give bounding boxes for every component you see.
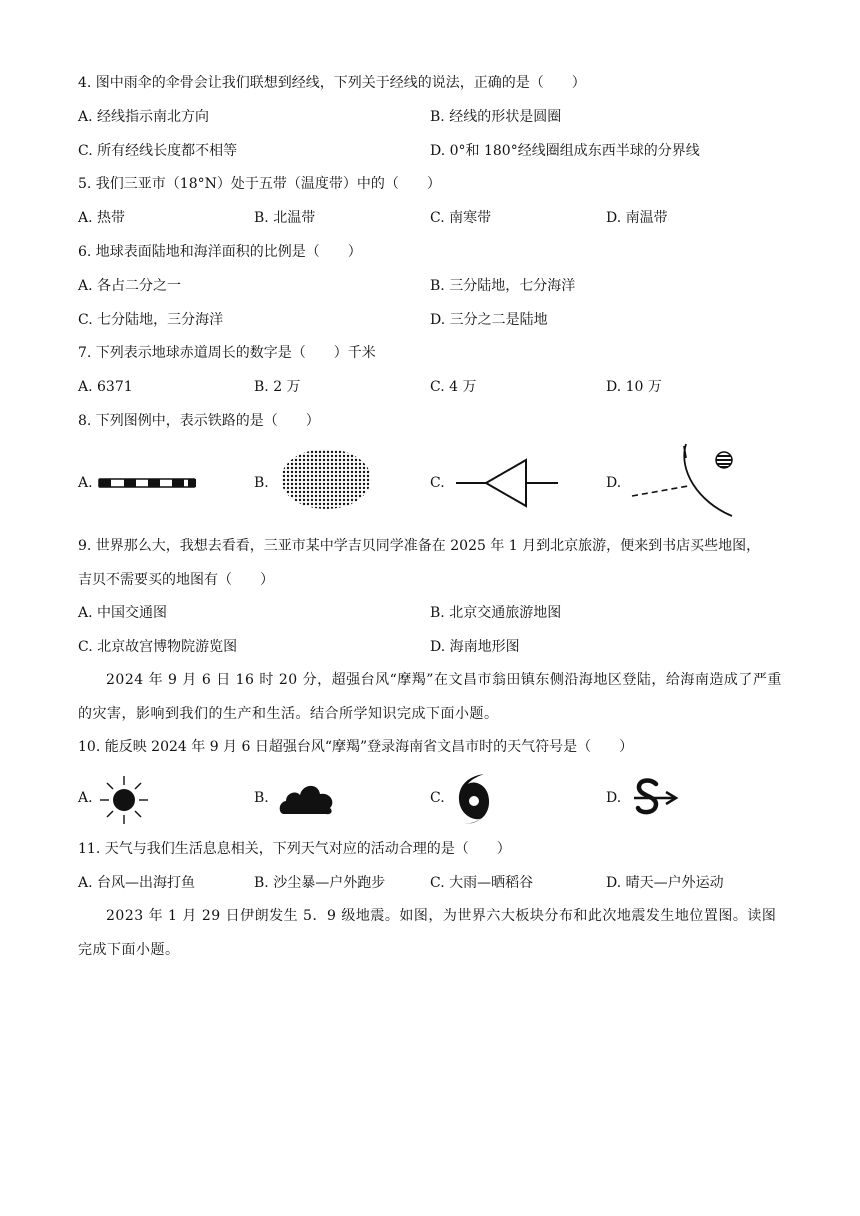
q4-option-b[interactable]: B. 经线的形状是圆圈 [430, 109, 562, 125]
q4-option-a[interactable]: A. 经线指示南北方向 [78, 109, 210, 125]
q9-option-c[interactable]: C. 北京故宫博物院游览图 [78, 639, 238, 655]
q11-option-c[interactable]: C. 大雨—晒稻谷 [430, 875, 534, 891]
q5-option-b[interactable]: B. 北温带 [254, 210, 316, 226]
q10-option-a-label: A. [78, 790, 93, 806]
q6-option-a[interactable]: A. 各占二分之一 [78, 278, 182, 294]
q10-options-row [78, 770, 798, 826]
q6-options-row1 [78, 276, 798, 296]
q8-option-c[interactable] [430, 440, 600, 520]
q4-options-row2 [78, 141, 798, 161]
q8-option-a-label: A. [78, 475, 93, 491]
q10-option-d-label: D. [606, 790, 622, 806]
passage1-line1: 2024 年 9 月 6 日 16 时 20 分，超强台风“摩羯”在文昌市翁田镇东侧沿海地区登陆，给海南造成了严重 [106, 672, 782, 688]
q4-options-row1 [78, 107, 798, 127]
q4-option-c[interactable]: C. 所有经线长度都不相等 [78, 143, 238, 159]
q6-option-b[interactable]: B. 三分陆地，七分海洋 [430, 278, 576, 294]
typhoon-icon [454, 772, 494, 826]
q8-option-b-label: B. [254, 475, 269, 491]
q5-stem: 5. 我们三亚市（18°N）处于五带（温度带）中的（ ） [78, 176, 441, 192]
q7-stem: 7. 下列表示地球赤道周长的数字是（ ）千米 [78, 345, 376, 361]
passage2-line2: 完成下面小题。 [78, 942, 180, 958]
q6-stem: 6. 地球表面陆地和海洋面积的比例是（ ） [78, 244, 362, 260]
q6-options-row2 [78, 310, 798, 330]
q8-option-a[interactable] [78, 440, 248, 520]
boundary-curve-legend-icon [628, 440, 748, 520]
q10-option-b-label: B. [254, 790, 269, 806]
q9-option-a[interactable]: A. 中国交通图 [78, 605, 168, 621]
q7-option-b[interactable]: B. 2 万 [254, 379, 301, 395]
q7-option-d[interactable]: D. 10 万 [606, 379, 662, 395]
q8-option-d[interactable] [606, 440, 776, 520]
q4-stem: 4. 图中雨伞的伞骨会让我们联想到经线，下列关于经线的说法，正确的是（ ） [78, 75, 586, 91]
q10-option-d[interactable] [606, 770, 776, 826]
q11-option-d[interactable]: D. 晴天—户外运动 [606, 875, 724, 891]
railway-legend-icon [98, 476, 198, 490]
q9-options-row2 [78, 637, 798, 657]
q8-option-b[interactable] [254, 440, 424, 520]
q11-options-row [78, 873, 798, 893]
triangle-point-legend-icon [454, 452, 560, 512]
passage2-line1: 2023 年 1 月 29 日伊朗发生 5．9 级地震。如图，为世界六大板块分布和此次地震发生地位置图。读图 [106, 908, 777, 924]
q10-stem: 10. 能反映 2024 年 9 月 6 日超强台风“摩羯”登录海南省文昌市时的天气符号是（ ） [78, 739, 634, 755]
q9-option-b[interactable]: B. 北京交通旅游地图 [430, 605, 562, 621]
q8-option-c-label: C. [430, 475, 445, 491]
q10-option-b[interactable] [254, 770, 424, 826]
q9-stem-line2: 吉贝不需要买的地图有（ ） [78, 572, 274, 588]
passage1-line2: 的灾害，影响到我们的生产和生活。结合所学知识完成下面小题。 [78, 706, 499, 722]
q11-option-b[interactable]: B. 沙尘暴—户外跑步 [254, 875, 386, 891]
q9-option-d[interactable]: D. 海南地形图 [430, 639, 520, 655]
q5-option-d[interactable]: D. 南温带 [606, 210, 668, 226]
q11-stem: 11. 天气与我们生活息息相关，下列天气对应的活动合理的是（ ） [78, 841, 511, 857]
q9-options-row1 [78, 603, 798, 623]
q8-options-row [78, 440, 798, 520]
q11-option-a[interactable]: A. 台风—出海打鱼 [78, 875, 196, 891]
sunny-icon [98, 774, 150, 826]
q5-option-a[interactable]: A. 热带 [78, 210, 126, 226]
cloudy-icon [278, 778, 336, 818]
q8-stem: 8. 下列图例中，表示铁路的是（ ） [78, 413, 320, 429]
q9-stem-line1: 9. 世界那么大，我想去看看，三亚市某中学吉贝同学准备在 2025 年 1 月到北京旅游，便来到书店买些地图， [78, 538, 761, 554]
q10-option-c[interactable] [430, 770, 600, 826]
q10-option-a[interactable] [78, 770, 248, 826]
q8-option-d-label: D. [606, 475, 622, 491]
q7-options-row [78, 377, 798, 397]
q7-option-a[interactable]: A. 6371 [78, 379, 133, 395]
dotted-area-legend-icon [278, 446, 374, 512]
q7-option-c[interactable]: C. 4 万 [430, 379, 477, 395]
q5-option-c[interactable]: C. 南寒带 [430, 210, 492, 226]
q10-option-c-label: C. [430, 790, 445, 806]
sandstorm-icon [632, 776, 682, 822]
q4-option-d[interactable]: D. 0°和 180°经线圈组成东西半球的分界线 [430, 143, 700, 159]
q6-option-d[interactable]: D. 三分之二是陆地 [430, 312, 548, 328]
q5-options-row [78, 208, 798, 228]
q6-option-c[interactable]: C. 七分陆地，三分海洋 [78, 312, 224, 328]
